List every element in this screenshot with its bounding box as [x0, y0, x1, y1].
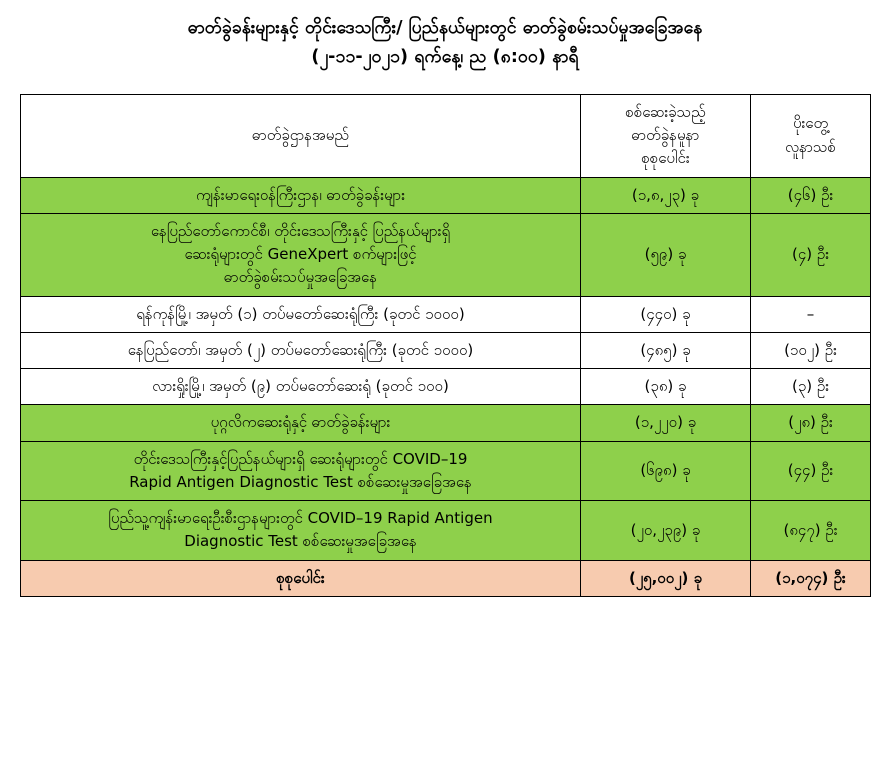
cell-positive-count: (၁၀၂) ဦး [751, 332, 871, 368]
cell-lab-name: ကျန်းမာရေးဝန်ကြီးဌာန၊ ဓာတ်ခွဲခန်းများ [21, 177, 581, 213]
cell-positive-count: (၂၈) ဦး [751, 405, 871, 441]
cell-lab-name [21, 441, 581, 501]
table-row [21, 177, 871, 213]
table-header [21, 94, 871, 177]
header-tested-samples [581, 94, 751, 177]
header-tested-line-2: ဓာတ်ခွဲနမူနာ [631, 126, 700, 144]
cell-positive-count: (၄) ဦး [751, 213, 871, 296]
table-row [21, 296, 871, 332]
table-row [21, 213, 871, 296]
header-lab-name: ဓာတ်ခွဲဌာနအမည် [21, 94, 581, 177]
cell-lab-name [21, 213, 581, 296]
table-container [20, 94, 870, 597]
table-row [21, 441, 871, 501]
header-positive-cases [751, 94, 871, 177]
cell-lab-name-line: တိုင်းဒေသကြီးနှင့်ပြည်နယ်များရှိ ဆေးရုံများတွင် COVID–19 [133, 449, 468, 468]
cell-lab-name: ပုဂ္ဂလိကဆေးရုံနှင့် ဓာတ်ခွဲခန်းများ [21, 405, 581, 441]
table-body [21, 177, 871, 596]
cell-tested-count: (၄၄၀) ခု [581, 296, 751, 332]
cell-lab-name-line: Diagnostic Test စစ်ဆေးမှုအခြေအနေ [184, 532, 417, 551]
cell-positive-count: (၁,၀၇၄) ဦး [751, 560, 871, 596]
header-tested-line-1: စစ်ဆေးခဲ့သည့် [625, 102, 706, 121]
cell-lab-name: လားရှိုးမြို့၊ အမှတ် (၉) တပ်မတော်ဆေးရုံ (ခုတင် ၁၀၀) [21, 369, 581, 405]
title-line-2: (၂-၁၁-၂၀၂၁) ရက်နေ့၊ ည (၈:၀၀) နာရီ [311, 46, 579, 67]
cell-tested-count: (၄၈၅) ခု [581, 332, 751, 368]
cell-lab-name: စုစုပေါင်း [21, 560, 581, 596]
cell-tested-count: (၃၈) ခု [581, 369, 751, 405]
cell-lab-name-line: ဓာတ်ခွဲစမ်းသပ်မှုအခြေအနေ [224, 268, 377, 287]
cell-lab-name-line: ဆေးရုံများတွင် GeneXpert စက်များဖြင့် [184, 245, 417, 263]
cell-positive-count: (၄၄) ဦး [751, 441, 871, 501]
title-line-1: ဓာတ်ခွဲခန်းများနှင့် တိုင်းဒေသကြီး/ ပြည်နယ်များတွင် ဓာတ်ခွဲစမ်းသပ်မှုအခြေအနေ [187, 18, 703, 38]
header-positive-line-1: ပိုးတွေ့ [792, 114, 829, 133]
header-positive-line-2: လူနာသစ် [785, 137, 836, 156]
table-row [21, 501, 871, 561]
cell-positive-count: – [751, 296, 871, 332]
cell-lab-name: နေပြည်တော်၊ အမှတ် (၂) တပ်မတော်ဆေးရုံကြီး (ခုတင် ၁၀၀၀) [21, 332, 581, 368]
lab-testing-table [20, 94, 871, 597]
cell-lab-name-line: ပြည်သူ့ကျန်းမာရေးဦးစီးဌာနများတွင် COVID–19 Rapid Antigen [108, 509, 493, 527]
table-row [21, 332, 871, 368]
cell-positive-count: (၃) ဦး [751, 369, 871, 405]
table-row [21, 560, 871, 596]
header-tested-line-3: စုစုပေါင်း [641, 149, 690, 168]
cell-positive-count: (၈၄၇) ဦး [751, 501, 871, 561]
cell-tested-count: (၁,၂၂၀) ခု [581, 405, 751, 441]
cell-tested-count: (၆၉၈) ခု [581, 441, 751, 501]
cell-tested-count: (၂၅,၀၀၂) ခု [581, 560, 751, 596]
table-row [21, 405, 871, 441]
cell-lab-name-line: Rapid Antigen Diagnostic Test စစ်ဆေးမှုအခြေအနေ [129, 472, 472, 491]
page-title [0, 0, 890, 72]
table-header-row [21, 94, 871, 177]
cell-lab-name-line: နေပြည်တော်ကောင်စီ၊ တိုင်းဒေသကြီးနှင့် ပြည်နယ်များရှိ [150, 221, 451, 240]
cell-lab-name [21, 501, 581, 561]
cell-lab-name: ရန်ကုန်မြို့၊ အမှတ် (၁) တပ်မတော်ဆေးရုံကြီး (ခုတင် ၁၀၀၀) [21, 296, 581, 332]
cell-positive-count: (၄၆) ဦး [751, 177, 871, 213]
cell-tested-count: (၅၉) ခု [581, 213, 751, 296]
cell-tested-count: (၂၀,၂၃၉) ခု [581, 501, 751, 561]
table-row [21, 369, 871, 405]
cell-tested-count: (၁,၈,၂၃) ခု [581, 177, 751, 213]
